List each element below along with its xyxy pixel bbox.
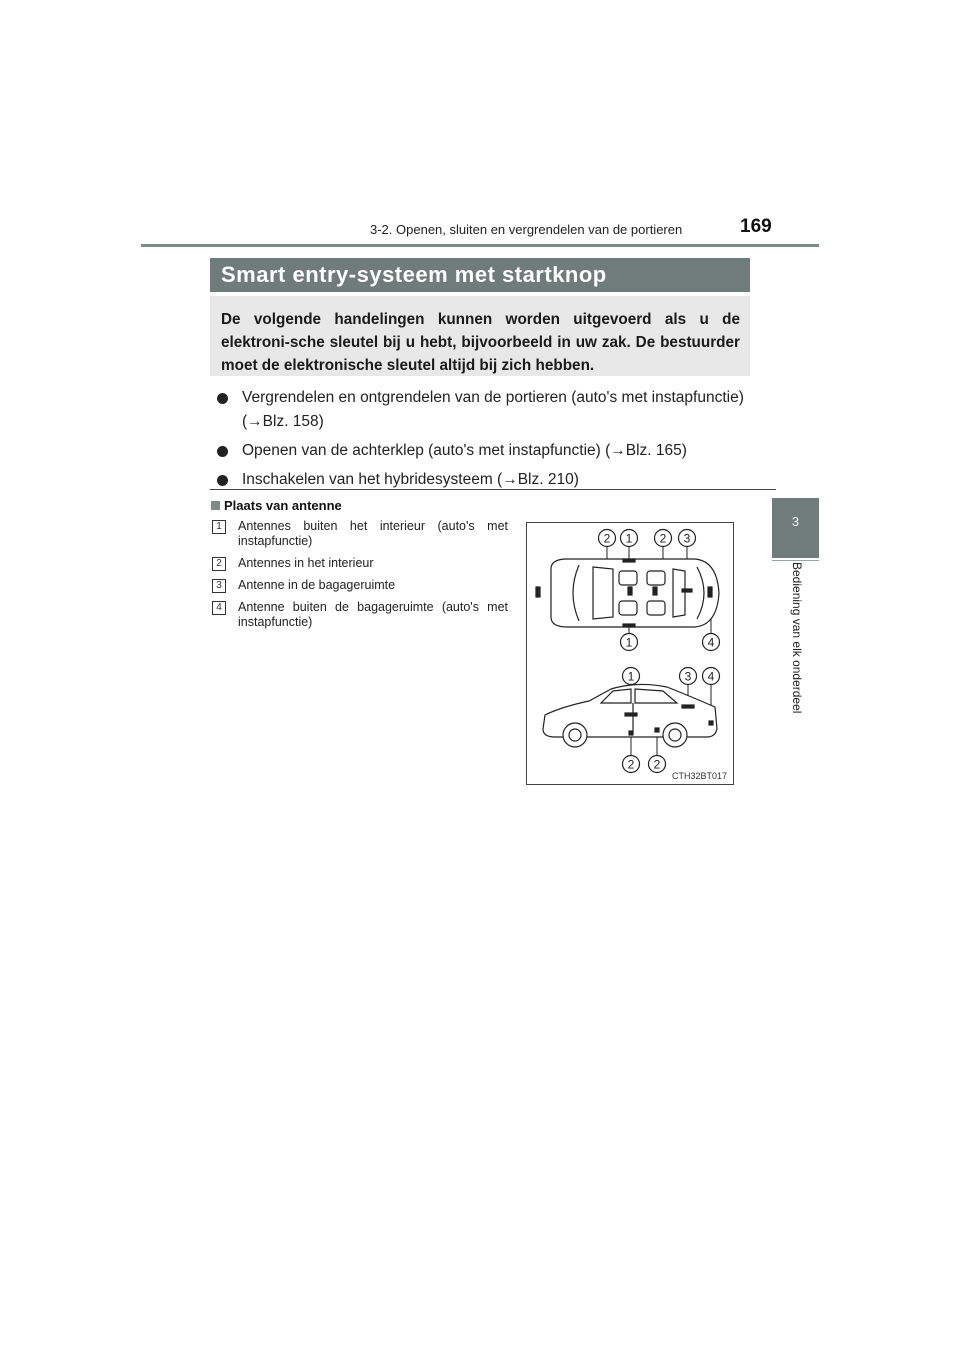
bullet-item: Vergrendelen en ontgrendelen van de portieren (auto's met instapfunctie) (→Blz. 158) xyxy=(214,386,754,434)
callout-number: 4 xyxy=(707,635,715,650)
callout-number: 1 xyxy=(625,531,633,546)
antenna-item xyxy=(212,578,508,593)
item-number-badge: 3 xyxy=(212,579,226,593)
item-text: Antennes in het interieur xyxy=(238,556,374,570)
item-number-badge: 2 xyxy=(212,557,226,571)
callout-number: 3 xyxy=(684,669,692,684)
antenna-list xyxy=(212,519,508,637)
bullet-list xyxy=(214,386,754,497)
chapter-tab-label: Bediening van elk onderdeel xyxy=(790,562,804,714)
antenna-diagram xyxy=(527,523,733,784)
subsection-heading xyxy=(211,498,342,513)
car-top-view xyxy=(536,559,719,627)
section-title-bar xyxy=(210,258,750,292)
section-divider xyxy=(210,489,776,490)
antenna-item xyxy=(212,600,508,630)
car-side-view xyxy=(543,684,717,747)
chapter-tab-number: 3 xyxy=(791,514,800,529)
square-bullet-icon xyxy=(211,501,220,510)
figure-code: CTH32BT017 xyxy=(671,771,727,781)
subsection-heading-text: Plaats van antenne xyxy=(224,498,342,513)
item-text: Antenne buiten de bagageruimte (auto's met instapfunctie) xyxy=(238,600,508,629)
chapter-tab xyxy=(772,498,819,558)
bullet-item: Openen van de achterklep (auto's met instapfunctie) (→Blz. 165) xyxy=(214,439,754,463)
callout-number: 2 xyxy=(603,531,611,546)
bullet-item: Inschakelen van het hybridesysteem (→Blz. 210) xyxy=(214,468,754,492)
antenna-item xyxy=(212,556,508,571)
callout-number: 1 xyxy=(625,635,633,650)
item-text: Antenne in de bagageruimte xyxy=(238,578,396,592)
item-number-badge: 4 xyxy=(212,601,226,615)
callout-number: 4 xyxy=(707,669,715,684)
callout-number: 3 xyxy=(683,531,691,546)
antenna-figure xyxy=(526,522,734,785)
callout-number: 2 xyxy=(653,757,661,772)
header-rule xyxy=(141,244,819,247)
callout-number: 1 xyxy=(627,669,635,684)
antenna-item xyxy=(212,519,508,549)
intro-box: De volgende handelingen kunnen worden uitgevoerd als u de elektroni-sche sleutel bij u hebt, bijvoorbeeld in uw zak. De bestuurder moet de elektronische sleutel altijd bij zich hebben. xyxy=(210,296,750,376)
callout-number: 2 xyxy=(659,531,667,546)
item-text: Antennes buiten het interieur (auto's met instapfunctie) xyxy=(238,519,508,548)
page-number: 169 xyxy=(740,216,772,237)
header-section-title: 3-2. Openen, sluiten en vergrendelen van de portieren xyxy=(370,222,683,237)
item-number-badge: 1 xyxy=(212,520,226,534)
section-title: Smart entry-systeem met startknop xyxy=(221,262,607,287)
callout-number: 2 xyxy=(627,757,635,772)
chapter-tab-rule xyxy=(772,560,819,561)
